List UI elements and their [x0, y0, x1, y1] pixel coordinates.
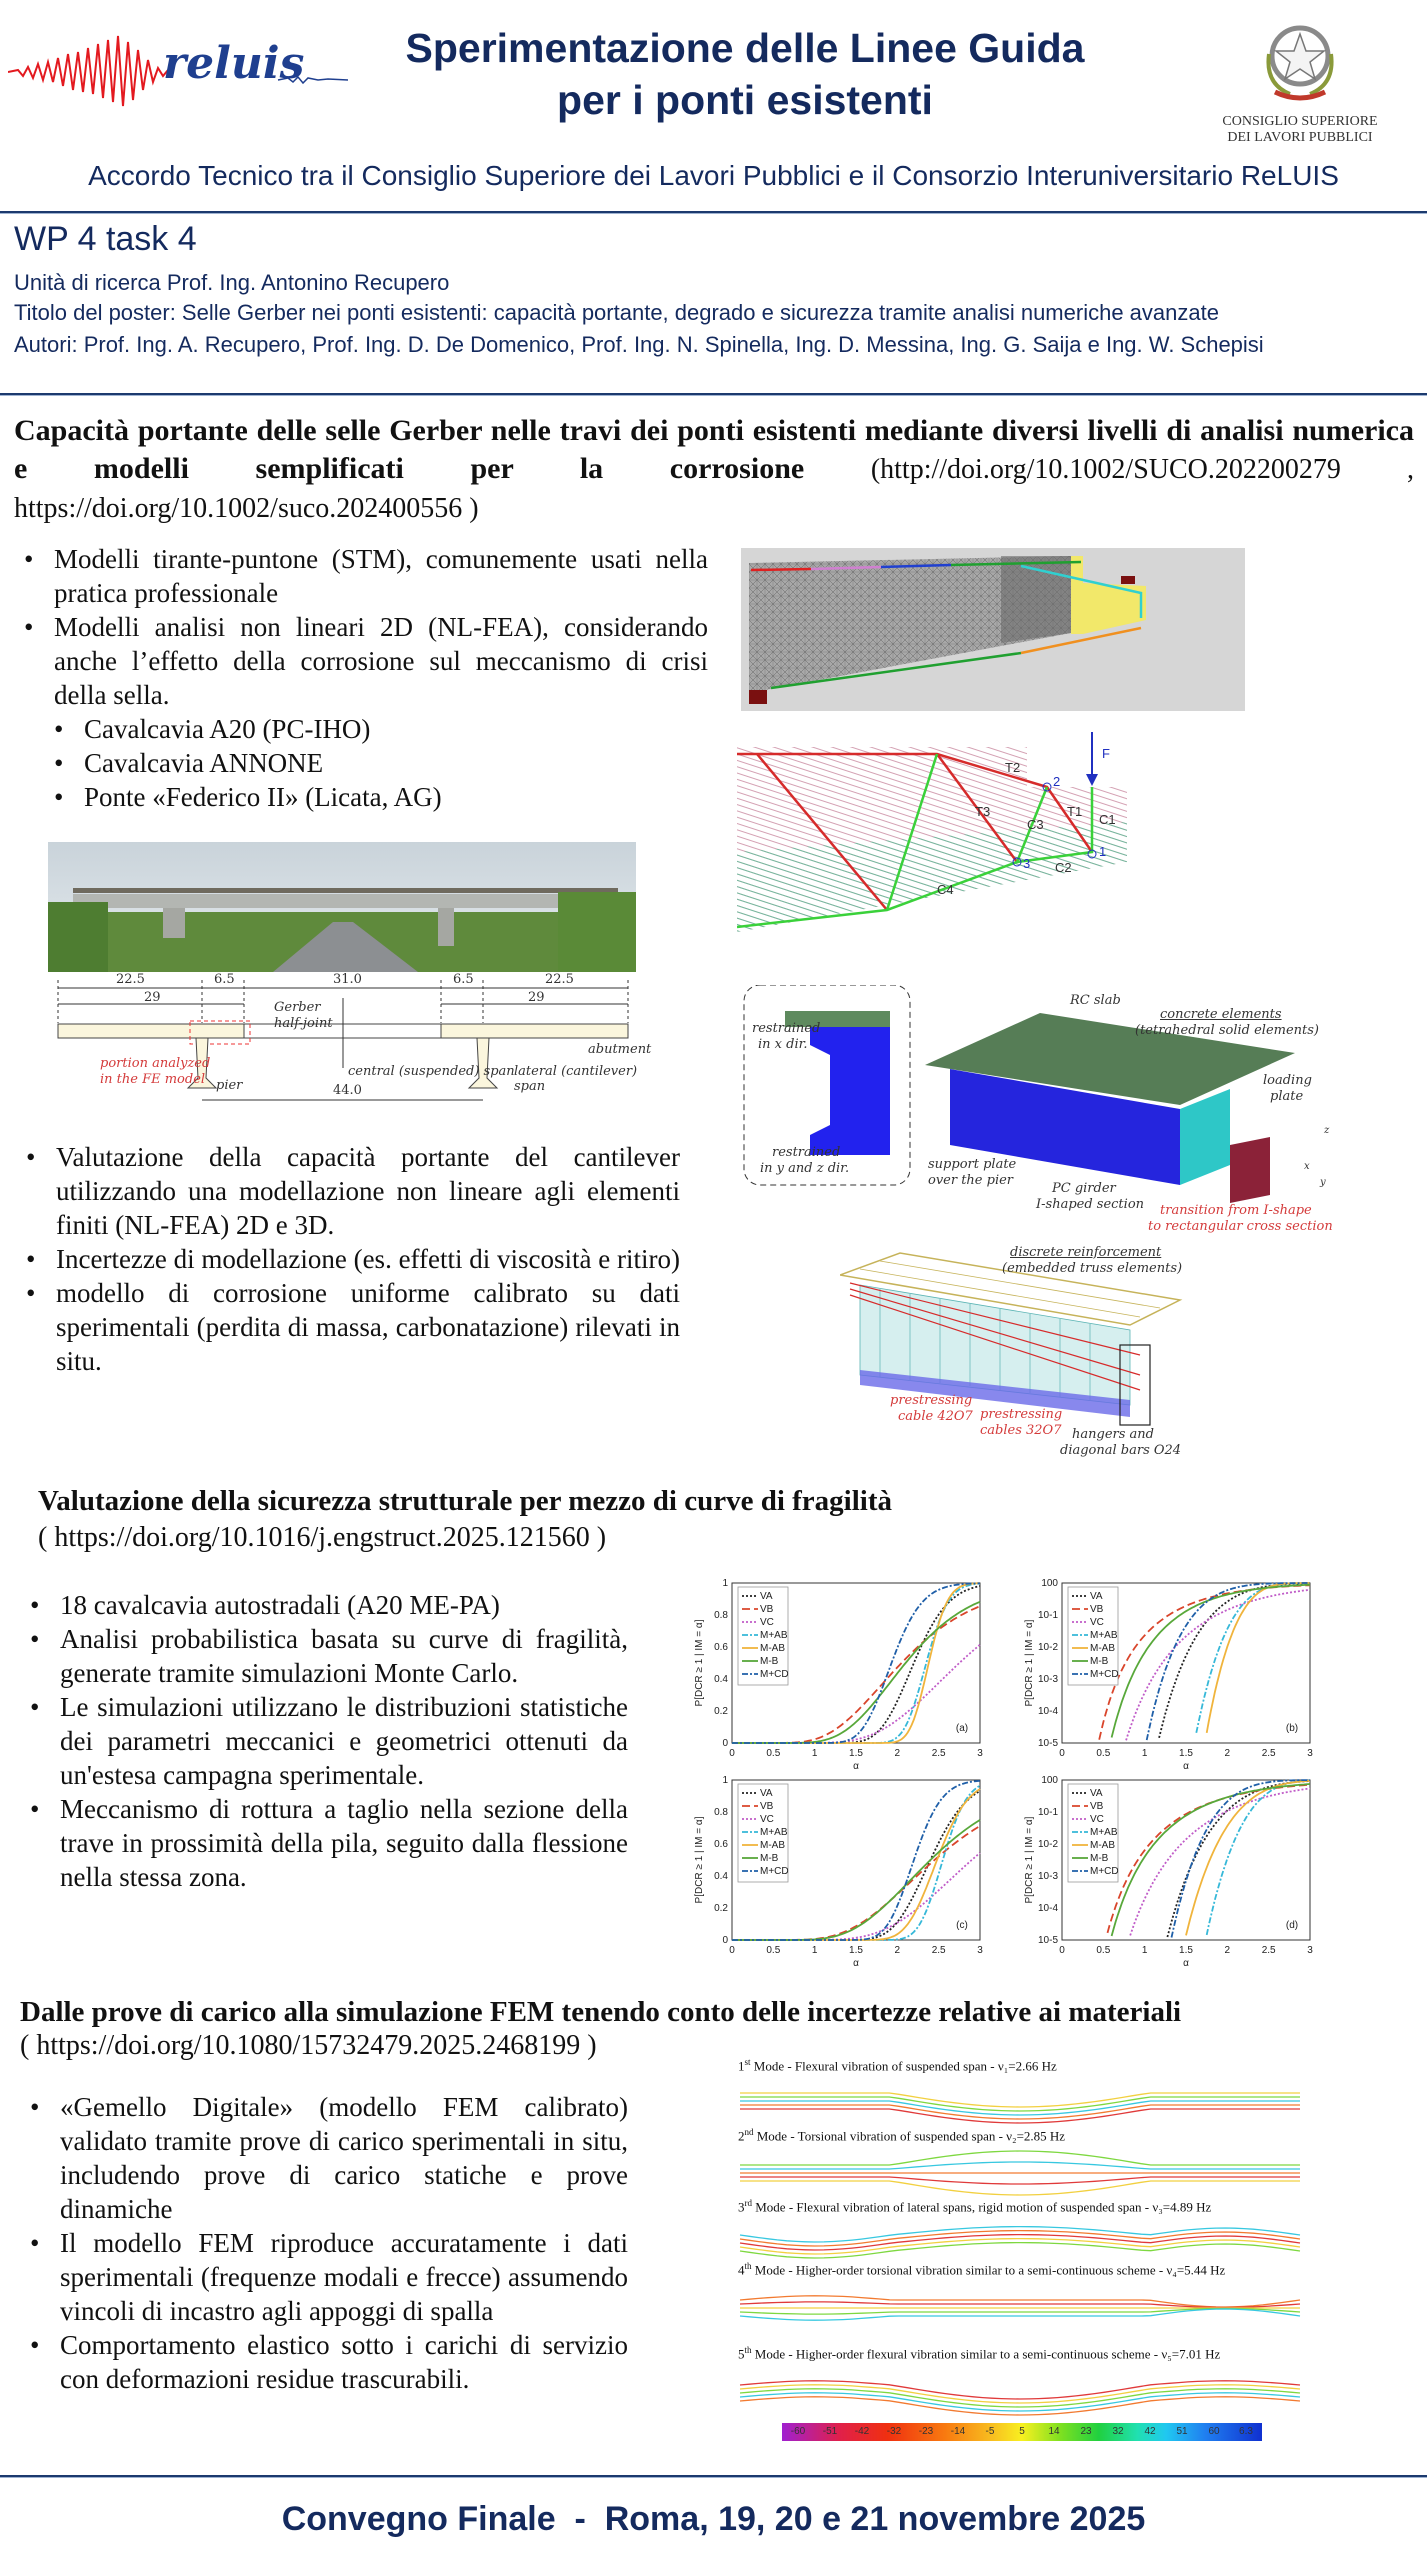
- colorbar-tick: 60: [1208, 2426, 1220, 2437]
- x-tick-label: 2.5: [1261, 1945, 1276, 1956]
- section2-bullets: [20, 1588, 628, 1894]
- y-axis-label: P[DCR ≥ 1 | IM = α]: [694, 1619, 705, 1707]
- vibration-modes: [730, 2055, 1320, 2445]
- x-tick-label: 2: [1224, 1748, 1231, 1759]
- concrete-label-1: concrete elements: [1160, 1007, 1282, 1022]
- cables32-label-2: cables 32O7: [980, 1423, 1062, 1438]
- dim-5: 22.5: [545, 972, 574, 987]
- loading-plate-1: loading: [1263, 1073, 1312, 1088]
- legend-entry: M+CD: [1090, 1866, 1119, 1877]
- portion-label-1: portion analyzed: [100, 1056, 211, 1071]
- stm-t2: T2: [1005, 760, 1021, 775]
- mode-label-3: 3rd Mode - Flexural vibration of lateral spans, rigid motion of suspended span - ν₃=4.89 Hz: [738, 2198, 1212, 2215]
- y-tick-label: 10-1: [1037, 1610, 1058, 1621]
- restrained-x-1: restrained: [752, 1021, 821, 1036]
- x-axis-label: α: [1183, 1958, 1189, 1969]
- hangers-label-1: hangers and: [1072, 1427, 1154, 1442]
- colorbar-tick: -51: [822, 2426, 838, 2437]
- abutment-label: abutment: [588, 1042, 652, 1057]
- section1-heading: [14, 412, 1414, 528]
- y-tick-label: 1: [722, 1775, 728, 1786]
- bullet: • Modelli tirante-puntone (STM), comunemente usati nella pratica professionale: [14, 542, 708, 610]
- legend-entry: M-AB: [1090, 1840, 1115, 1851]
- y-tick-label: 10-5: [1037, 1935, 1058, 1946]
- x-tick-label: 3: [977, 1945, 983, 1956]
- sub-bullet: • Ponte «Federico II» (Licata, AG): [14, 780, 708, 814]
- bridge-diagram: [48, 972, 652, 1106]
- stm-c3: C3: [1027, 817, 1044, 832]
- colorbar-tick: 5: [1019, 2426, 1025, 2437]
- dim-2: 6.5: [214, 972, 235, 987]
- colorbar-tick: 14: [1048, 2426, 1060, 2437]
- bullet: • Il modello FEM riproduce accuratamente i dati sperimentali (frequenze modali e frecce) assumendo vincoli di incastro agli appoggi di spalla: [20, 2226, 628, 2328]
- mode-shape-line: [740, 2385, 1300, 2403]
- transition-label-2: to rectangular cross section: [1148, 1219, 1333, 1234]
- legend-entry: M-B: [1090, 1656, 1109, 1667]
- x-axis-label: α: [853, 1958, 859, 1969]
- section1-bullets-b: [16, 1140, 680, 1378]
- y-tick-label: 1: [722, 1578, 728, 1589]
- dim-7: 29: [528, 990, 545, 1005]
- lateral-span-label: lateral (cantilever) span: [514, 1064, 638, 1094]
- axis-y: y: [1320, 1177, 1326, 1188]
- dim-3: 31.0: [333, 972, 362, 987]
- bullet: • Modelli analisi non lineari 2D (NL-FEA), considerando anche l’effetto della corrosione sul meccanismo di crisi della sella.: [14, 610, 708, 712]
- colorbar-tick: -60: [790, 2426, 806, 2437]
- section2-title: Valutazione della sicurezza strutturale per mezzo di curve di fragilità: [38, 1485, 892, 1517]
- reinforcement-model: [840, 1245, 1240, 1460]
- research-unit: Unità di ricerca Prof. Ing. Antonino Recupero: [14, 270, 450, 295]
- colorbar-tick: -23: [918, 2426, 934, 2437]
- mode-shape-line: [740, 2151, 1300, 2165]
- bullet: • Incertezze di modellazione (es. effetti di viscosità e ritiro): [16, 1242, 680, 1276]
- section1-doi[interactable]: (http://doi.org/10.1002/SUCO.202200279 , https://doi.org/10.1002/suco.202400556 ): [14, 454, 1415, 524]
- axis-z: z: [1324, 1125, 1330, 1136]
- mode-shape-line: [740, 2181, 1300, 2195]
- legend-entry: M-B: [760, 1656, 779, 1667]
- x-tick-label: 0.5: [766, 1945, 781, 1956]
- colorbar-tick: 32: [1112, 2426, 1124, 2437]
- section3-title: Dalle prove di carico alla simulazione FEM tenendo conto delle incertezze relative ai materiali: [20, 1996, 1182, 2028]
- footer-text: Convegno Finale - Roma, 19, 20 e 21 novembre 2025: [281, 2500, 1146, 2538]
- section3-bullets: [20, 2090, 628, 2396]
- y-tick-label: 10-5: [1037, 1738, 1058, 1749]
- legend-entry: M-AB: [1090, 1643, 1115, 1654]
- legend-entry: VC: [1090, 1814, 1104, 1825]
- y-tick-label: 0: [722, 1738, 728, 1749]
- x-tick-label: 1.5: [849, 1945, 863, 1956]
- x-tick-label: 0: [1059, 1945, 1065, 1956]
- stm-f: F: [1102, 746, 1110, 761]
- reluis-logo: [8, 22, 348, 117]
- legend-entry: M+CD: [760, 1866, 789, 1877]
- y-tick-label: 0: [722, 1935, 728, 1946]
- legend-entry: M-AB: [760, 1643, 785, 1654]
- x-tick-label: 1.5: [1179, 1748, 1193, 1759]
- support-plate-2: over the pier: [928, 1173, 1014, 1188]
- section1-bullets-a: [14, 542, 708, 814]
- csllpp-line-2: DEI LAVORI PUBBLICI: [1227, 130, 1373, 145]
- legend-entry: VB: [1090, 1801, 1104, 1812]
- support-plate-1: support plate: [928, 1157, 1017, 1172]
- legend-entry: M+AB: [760, 1630, 788, 1641]
- section1-title: Capacità portante delle selle Gerber nelle travi dei ponti esistenti mediante diversi livelli di analisi numerica e modelli semplificati per la corrosione: [14, 414, 1414, 485]
- y-tick-label: 0.2: [714, 1903, 728, 1914]
- bullet: • modello di corrosione uniforme calibrato su dati sperimentali (perdita di massa, carbonatazione) rilevati in situ.: [16, 1276, 680, 1378]
- fe-mesh-2d: [741, 548, 1245, 711]
- bullet: • 18 cavalcavia autostradali (A20 ME-PA): [20, 1588, 628, 1622]
- x-tick-label: 2.5: [931, 1945, 946, 1956]
- y-axis-label: P[DCR ≥ 1 | IM = α]: [1024, 1816, 1035, 1904]
- stm-model: [737, 732, 1217, 932]
- legend-entry: VA: [1090, 1788, 1103, 1799]
- x-tick-label: 3: [977, 1748, 983, 1759]
- colorbar-tick: -5: [985, 2426, 995, 2437]
- loading-plate-2: plate: [1270, 1089, 1304, 1104]
- colorbar: [782, 2423, 1262, 2441]
- mode-label-2: 2nd Mode - Torsional vibration of suspended span - ν₂=2.85 Hz: [738, 2127, 1066, 2144]
- legend-entry: M+AB: [1090, 1827, 1118, 1838]
- panel-label: (b): [1285, 1723, 1299, 1734]
- bullet: • Valutazione della capacità portante del cantilever utilizzando una modellazione non lineare agli elementi finiti (NL-FEA) 2D e 3D.: [16, 1140, 680, 1242]
- colorbar-tick: -32: [886, 2426, 902, 2437]
- rc-slab-label: RC slab: [1070, 993, 1121, 1008]
- bullet: • Analisi probabilistica basata su curve di fragilità, generate tramite simulazioni Monte Carlo.: [20, 1622, 628, 1690]
- x-tick-label: 0.5: [1096, 1945, 1111, 1956]
- cable42-label-2: cable 42O7: [898, 1409, 973, 1424]
- stm-c4: C4: [937, 882, 954, 897]
- legend-entry: M+CD: [1090, 1669, 1119, 1680]
- x-tick-label: 1: [1141, 1748, 1148, 1759]
- discrete-label-1: discrete reinforcement: [1010, 1245, 1162, 1260]
- gerber-label-1: Gerber: [274, 1000, 321, 1015]
- panel-label: (c): [956, 1920, 968, 1931]
- girder-label-2: I-shaped section: [1036, 1197, 1145, 1212]
- sub-bullet: • Cavalcavia ANNONE: [14, 746, 708, 780]
- section3-doi[interactable]: ( https://doi.org/10.1080/15732479.2025.2468199 ): [20, 2030, 597, 2061]
- y-tick-label: 10-1: [1037, 1807, 1058, 1818]
- y-tick-label: 0.8: [714, 1807, 728, 1818]
- stm-t1: T1: [1067, 804, 1083, 819]
- title-line-1: Sperimentazione delle Linee Guida: [405, 25, 1085, 71]
- x-tick-label: 2: [1224, 1945, 1231, 1956]
- wp-label: WP 4 task 4: [14, 220, 197, 258]
- x-tick-label: 1: [1141, 1945, 1148, 1956]
- x-tick-label: 2.5: [931, 1748, 946, 1759]
- stm-c2: C2: [1055, 860, 1072, 875]
- y-tick-label: 0.4: [714, 1871, 728, 1882]
- colorbar-tick: 6.3: [1239, 2426, 1253, 2437]
- colorbar-tick: -14: [950, 2426, 966, 2437]
- legend-entry: VA: [760, 1788, 773, 1799]
- legend-entry: M+AB: [760, 1827, 788, 1838]
- x-axis-label: α: [853, 1761, 859, 1772]
- page-title: [330, 22, 1160, 126]
- y-tick-label: 100: [1041, 1775, 1058, 1786]
- mode-label-1: 1st Mode - Flexural vibration of suspended span - ν₁=2.66 Hz: [738, 2057, 1057, 2074]
- mode-shape-line: [740, 2389, 1300, 2407]
- mode-shape-line: [740, 2101, 1300, 2115]
- bullet: • Comportamento elastico sotto i carichi di servizio con deformazioni residue trascurabili.: [20, 2328, 628, 2396]
- legend-entry: VA: [1090, 1591, 1103, 1602]
- legend-entry: M-AB: [760, 1840, 785, 1851]
- y-tick-label: 0.4: [714, 1674, 728, 1685]
- divider: [0, 393, 1427, 396]
- x-tick-label: 1: [811, 1748, 818, 1759]
- csllpp-line-1: CONSIGLIO SUPERIORE: [1222, 114, 1378, 129]
- legend-entry: VB: [760, 1801, 774, 1812]
- colorbar-tick: 51: [1176, 2426, 1188, 2437]
- girder-label-1: PC girder: [1052, 1181, 1116, 1196]
- authors: Autori: Prof. Ing. A. Recupero, Prof. Ing. D. De Domenico, Prof. Ing. N. Spinella, Ing. D. Messina, Ing. G. Saija e Ing. W. Schepisi: [14, 332, 1264, 357]
- csllpp-logo: [1180, 14, 1420, 144]
- legend-entry: M-B: [760, 1853, 779, 1864]
- cable42-label-1: prestressing: [890, 1393, 973, 1408]
- x-tick-label: 3: [1307, 1748, 1313, 1759]
- pier-label: pier: [216, 1078, 243, 1093]
- x-tick-label: 0.5: [766, 1748, 781, 1759]
- legend-entry: VB: [1090, 1604, 1104, 1615]
- fe-model-3d: [740, 985, 1340, 1235]
- bridge-photo: [48, 842, 636, 972]
- cables32-label-1: prestressing: [980, 1407, 1063, 1422]
- panel-label: (d): [1285, 1920, 1299, 1931]
- dim-6: 29: [144, 990, 161, 1005]
- y-tick-label: 10-4: [1037, 1903, 1058, 1914]
- y-tick-label: 10-3: [1037, 1871, 1058, 1882]
- colorbar-tick: 42: [1144, 2426, 1156, 2437]
- divider: [0, 211, 1427, 214]
- dim-4: 6.5: [453, 972, 474, 987]
- stm-node-1: 1: [1099, 844, 1107, 859]
- section2-doi[interactable]: ( https://doi.org/10.1016/j.engstruct.2025.121560 ): [38, 1522, 607, 1553]
- legend-entry: VC: [760, 1814, 774, 1825]
- x-tick-label: 1: [811, 1945, 818, 1956]
- y-axis-label: P[DCR ≥ 1 | IM = α]: [694, 1816, 705, 1904]
- dim-8: 44.0: [333, 1083, 362, 1098]
- colorbar-tick: -42: [854, 2426, 870, 2437]
- y-tick-label: 10-3: [1037, 1674, 1058, 1685]
- x-axis-label: α: [1183, 1761, 1189, 1772]
- dim-1: 22.5: [116, 972, 145, 987]
- x-tick-label: 0: [729, 1748, 735, 1759]
- legend-entry: VA: [760, 1591, 773, 1602]
- y-tick-label: 0.6: [714, 1839, 728, 1850]
- discrete-label-2: (embedded truss elements): [1002, 1261, 1183, 1276]
- reluis-logo-text: reluis: [163, 38, 305, 89]
- central-span-label: central (suspended) span: [348, 1064, 515, 1079]
- x-tick-label: 0: [729, 1945, 735, 1956]
- hangers-label-2: diagonal bars O24: [1060, 1443, 1182, 1458]
- legend-entry: M+AB: [1090, 1630, 1118, 1641]
- restrained-x-2: in x dir.: [758, 1037, 808, 1052]
- x-tick-label: 1.5: [849, 1748, 863, 1759]
- title-line-2: per i ponti esistenti: [557, 77, 933, 123]
- mode-shape-line: [740, 2393, 1300, 2411]
- restrained-yz-2: in y and z dir.: [760, 1161, 850, 1176]
- poster-title: Titolo del poster: Selle Gerber nei ponti esistenti: capacità portante, degrado e sicurezza tramite analisi numeriche avanzate: [14, 300, 1219, 325]
- stm-t3: T3: [975, 804, 991, 819]
- legend-entry: VC: [1090, 1617, 1104, 1628]
- fragility-charts: [690, 1575, 1340, 1970]
- x-tick-label: 2: [894, 1945, 901, 1956]
- vibration-modes-svg: [730, 2055, 1320, 2445]
- agreement-subtitle: Accordo Tecnico tra il Consiglio Superiore dei Lavori Pubblici e il Consorzio Interuniversitario ReLUIS: [88, 160, 1339, 191]
- y-axis-label: P[DCR ≥ 1 | IM = α]: [1024, 1619, 1035, 1707]
- emblem-icon: [1255, 14, 1345, 109]
- panel-label: (a): [955, 1723, 969, 1734]
- y-tick-label: 10-2: [1037, 1839, 1058, 1850]
- x-tick-label: 2.5: [1261, 1748, 1276, 1759]
- legend-entry: VC: [760, 1617, 774, 1628]
- legend-entry: VB: [760, 1604, 774, 1615]
- x-tick-label: 3: [1307, 1945, 1313, 1956]
- axis-x: x: [1304, 1161, 1310, 1172]
- stm-node-3: 3: [1023, 856, 1031, 871]
- fragility-charts-svg: [690, 1575, 1340, 1970]
- x-tick-label: 0.5: [1096, 1748, 1111, 1759]
- y-tick-label: 0.6: [714, 1642, 728, 1653]
- y-tick-label: 10-2: [1037, 1642, 1058, 1653]
- divider: [0, 2475, 1427, 2478]
- stm-node-2: 2: [1053, 774, 1061, 789]
- bullet: • Meccanismo di rottura a taglio nella sezione della trave in prossimità della pila, seguito dalla flessione nella stessa zona.: [20, 1792, 628, 1894]
- stm-c1: C1: [1099, 812, 1116, 827]
- y-tick-label: 0.8: [714, 1610, 728, 1621]
- concrete-label-2: (tetrahedral solid elements): [1135, 1023, 1319, 1038]
- colorbar-tick: 23: [1080, 2426, 1092, 2437]
- gerber-label-2: half-joint: [274, 1016, 333, 1031]
- portion-label-2: in the FE model: [100, 1072, 206, 1087]
- sub-bullet: • Cavalcavia A20 (PC-IHO): [14, 712, 708, 746]
- restrained-yz-1: restrained: [772, 1145, 841, 1160]
- y-tick-label: 0.2: [714, 1706, 728, 1717]
- bullet: • Le simulazioni utilizzano le distribuzioni statistiche dei parametri meccanici e geometrici ottenuti da un'estesa campagna sperimentale.: [20, 1690, 628, 1792]
- legend-entry: M+CD: [760, 1669, 789, 1680]
- x-tick-label: 2: [894, 1748, 901, 1759]
- bullet: • «Gemello Digitale» (modello FEM calibrato) validato tramite prove di carico sperimentali in situ, includendo prove di carico statiche e prove dinamiche: [20, 2090, 628, 2226]
- x-tick-label: 1.5: [1179, 1945, 1193, 1956]
- transition-label-1: transition from I-shape: [1160, 1203, 1312, 1218]
- legend-entry: M-B: [1090, 1853, 1109, 1864]
- mode-label-5: 5th Mode - Higher-order flexural vibration similar to a semi-continuous scheme - ν₅=7.01 Hz: [738, 2345, 1221, 2362]
- mode-label-4: 4th Mode - Higher-order torsional vibration similar to a semi-continuous scheme - ν₄=5.44 Hz: [738, 2261, 1226, 2278]
- y-tick-label: 10-4: [1037, 1706, 1058, 1717]
- y-tick-label: 100: [1041, 1578, 1058, 1589]
- x-tick-label: 0: [1059, 1748, 1065, 1759]
